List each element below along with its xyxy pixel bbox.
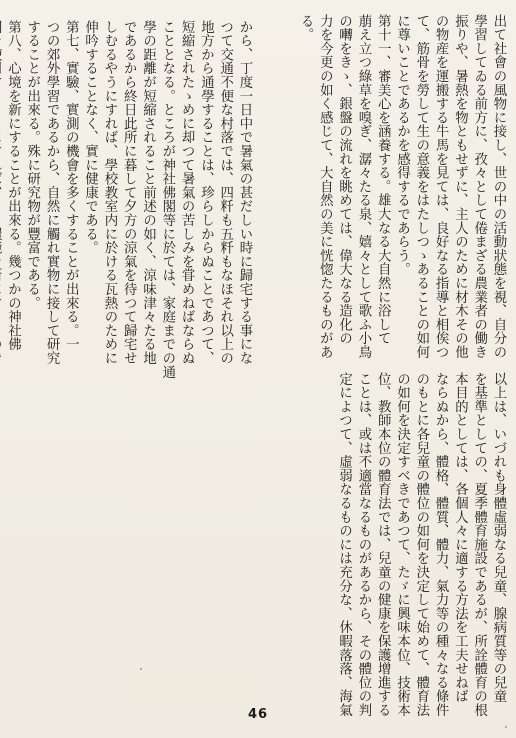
text-column: 出て社會の風物に接し、世の中の活動狀態を視、自分の <box>491 14 506 359</box>
text-column: 萠え立つ綠草を嗅ぎ、潺々たる泉、嬉々として歌ふ小鳥 <box>355 14 371 359</box>
text-column: つて交通不便な村落では、四粁も五粁もなほそれ以上の <box>217 20 233 365</box>
text-column <box>0 20 3 379</box>
text-column: 振りや、暑熱を物ともせずに、主人のために材木その他 <box>452 14 468 359</box>
text-column: る。 <box>298 14 314 42</box>
text-column: を基準としての、夏季體育施設であるが、所詮體育の根 <box>471 372 487 717</box>
right-text-block <box>0 20 254 379</box>
text-column: に尊いことであるかを感得するであらう。 <box>394 14 410 277</box>
text-column: ならぬから、體格、體質、體力、氣力等の種々なる條件 <box>433 372 449 717</box>
text-column: であるから終日此所に暮して夕方の涼氣を待つて歸宅せ <box>121 20 137 365</box>
text-column: 短縮されたゝめに却つて暑氣の苦しみを甞めねばならぬ <box>179 20 195 365</box>
top-left-text-block <box>296 14 508 359</box>
text-column: から、丁度一日中で暑氣の甚だしい時に歸宅する事にな <box>237 20 252 365</box>
text-column: 第八、心境を新にすることが出來る。幾つかの神社佛 <box>5 20 21 352</box>
text-column: つの郊外學習であるから、自然に觸れ實物に接して研究 <box>44 20 60 365</box>
text-column: 力を今更の如く感じて、大自然の美に恍惚たるものがあ <box>317 14 333 359</box>
text-column: のもとに各兒童の體位の如何を決定して始めて、體育法 <box>413 372 429 717</box>
text-column: 伸吟することなく、實に健康である。 <box>82 20 98 255</box>
scan-speck <box>505 726 507 728</box>
text-column: ことは、或は不適當なるものがあるから、その體位の判 <box>355 372 371 717</box>
bottom-left-text-block <box>334 372 508 717</box>
text-column: こととなる。ところが神社佛閣等に於ては、家庭までの通 <box>159 20 175 379</box>
text-column: の物産を運搬する牛馬を見ては、良好なる指導と相俟つ <box>433 14 449 359</box>
text-column: て、筋骨を勞して生の意義をはたしつゝあることの如何 <box>413 14 429 359</box>
text-column: することが出來る。殊に研究物が豐富である。 <box>24 20 40 310</box>
text-column: 第十一、審美心を涵養する。雄大なる大自然に浴して <box>375 14 391 346</box>
text-column: の如何を決定すべきであつて、たゞに興味本位、技術本 <box>394 372 410 717</box>
text-column: 位、教師本位の體育法では、兒童の健康を保護增進する <box>375 372 391 717</box>
text-column: 學の距離が短縮されること前述の如く、涼味津々たる地 <box>140 20 156 365</box>
text-column: しむるやうにすれば、學校教室内に於ける瓦熱のために <box>101 20 117 365</box>
text-column: 第七、實驗、實測の機會を多くすることが出來る。一 <box>63 20 79 352</box>
text-column: 本目的としては、各個人々に適する方法を工夫せねば <box>452 372 468 704</box>
text-column: の囀をきゝ、銀盤の流れを眺めては、偉大なる造化の <box>336 14 352 346</box>
scan-speck <box>140 668 142 670</box>
page-number: 46 <box>247 707 269 722</box>
text-column: 以上は、いづれも身體虛弱なる兒童、腺病質等の兒童 <box>491 372 506 704</box>
text-column: 定によつて、虛弱なるものには充分な、休暇落落、海氣 <box>336 372 352 717</box>
text-column: 地方から通學することは、珍らしからぬことであつて、 <box>198 20 214 365</box>
text-column: 學習してゐる前方に、孜々として倦まざる農業者の働き <box>471 14 487 359</box>
